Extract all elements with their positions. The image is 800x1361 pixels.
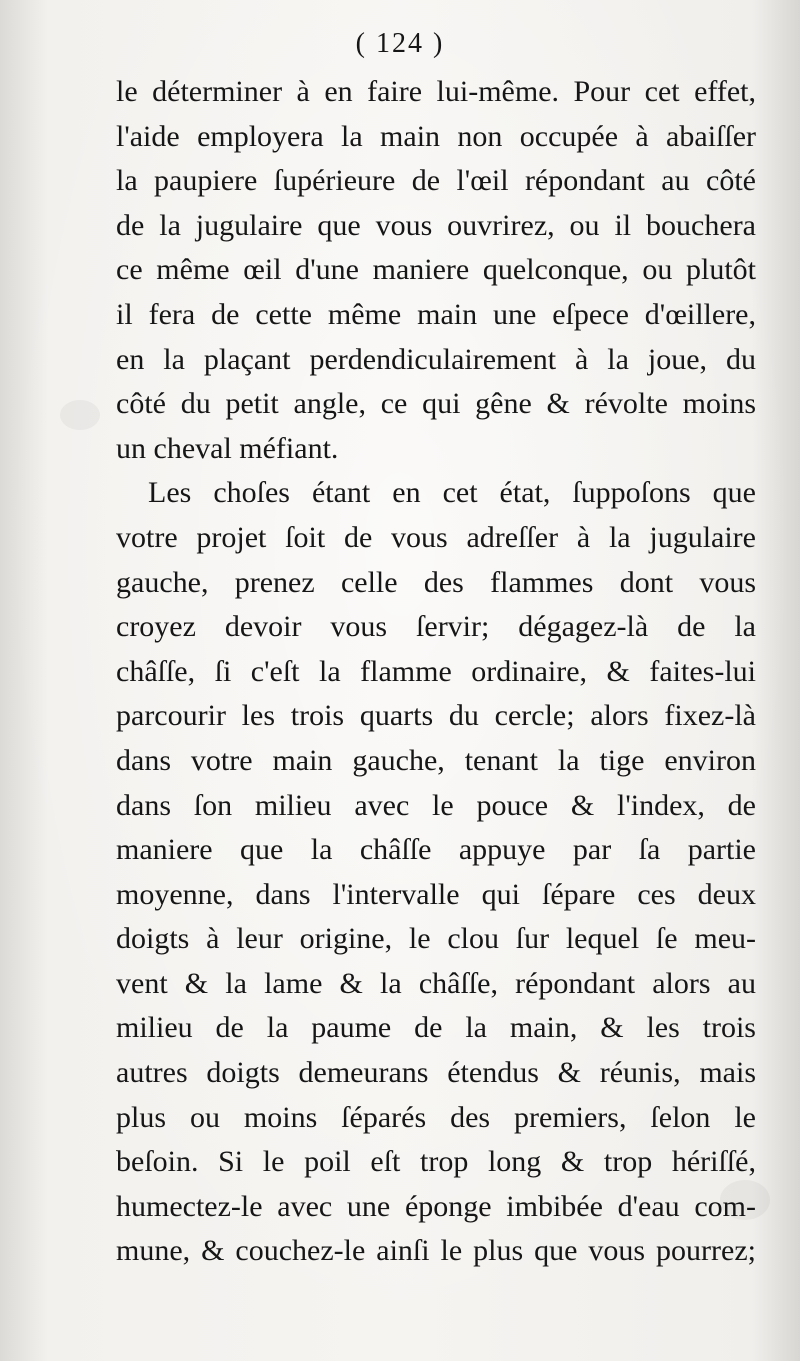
text-line: mune, & couchez-le ainſi le plus que vous pourrez;: [116, 1234, 756, 1268]
page-number: ( 124 ): [355, 28, 445, 59]
text-line: un cheval méfiant.: [116, 431, 339, 465]
text-line: plus ou moins ſéparés des premiers, ſelon le: [116, 1100, 756, 1134]
text-line: croyez devoir vous ſervir; dégagez-là de la: [116, 610, 756, 644]
text-line: la paupiere ſupérieure de l'œil répondant au côté: [116, 164, 756, 198]
text-line: doigts à leur origine, le clou ſur lequel ſe meu-: [116, 922, 756, 956]
text-line: milieu de la paume de la main, & les trois: [116, 1011, 756, 1045]
text-line: dans votre main gauche, tenant la tige environ: [116, 743, 756, 777]
text-line: humectez-le avec une éponge imbibée d'eau com-: [116, 1189, 756, 1223]
text-line: parcourir les trois quarts du cercle; alors fixez-là: [116, 699, 756, 733]
text-line: il fera de cette même main une eſpece d'œillere,: [116, 297, 756, 331]
text-line: l'aide employera la main non occupée à abaiſſer: [116, 119, 756, 153]
paper-stain: [60, 400, 100, 430]
text-line: ce même œil d'une maniere quelconque, ou plutôt: [116, 253, 756, 287]
text-line: vent & la lame & la châſſe, répondant alors au: [116, 966, 756, 1000]
text-line: dans ſon milieu avec le pouce & l'index, de: [116, 788, 756, 822]
text-line: côté du petit angle, ce qui gêne & révolte moins: [116, 387, 756, 421]
text-line: en la plaçant perdendiculairement à la joue, du: [116, 342, 756, 376]
text-line: votre projet ſoit de vous adreſſer à la jugulaire: [116, 520, 756, 554]
text-line: gauche, prenez celle des flammes dont vous: [116, 565, 756, 599]
text-line: le déterminer à en faire lui-même. Pour cet effet,: [116, 75, 756, 108]
text-line: maniere que la châſſe appuye par ſa partie: [116, 833, 756, 867]
text-line: moyenne, dans l'intervalle qui ſépare ces deux: [116, 877, 756, 911]
text-line: châſſe, ſi c'eſt la flamme ordinaire, & faites-lui: [116, 654, 756, 688]
text-line: autres doigts demeurans étendus & réunis, mais: [116, 1056, 756, 1090]
text-line: beſoin. Si le poil eſt trop long & trop hériſſé,: [116, 1145, 756, 1179]
paragraph-start-line: Les choſes étant en cet état, ſuppoſons que: [148, 476, 756, 510]
body-text: [116, 70, 756, 1274]
text-line: de la jugulaire que vous ouvrirez, ou il bouchera: [116, 208, 756, 242]
